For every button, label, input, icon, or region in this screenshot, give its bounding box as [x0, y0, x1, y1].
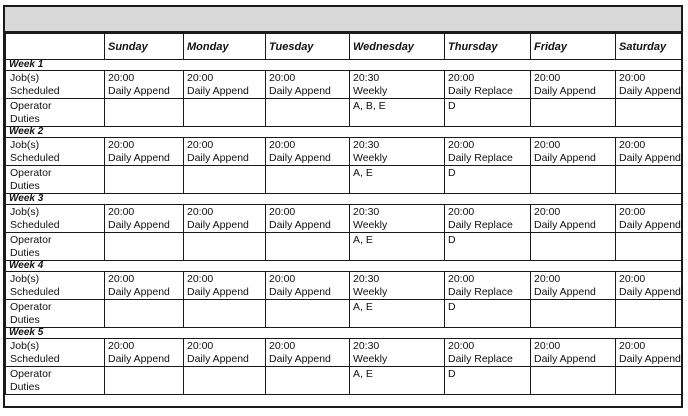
job-cell — [266, 272, 350, 300]
job-type: Daily Replace — [448, 285, 513, 298]
job-cell — [531, 272, 616, 300]
duty-cell — [445, 166, 531, 194]
job-cell — [105, 138, 184, 166]
week-label-row — [6, 194, 682, 205]
job-cell — [616, 138, 682, 166]
job-type: Daily Append — [534, 218, 596, 231]
job-time: 20:30 — [353, 340, 380, 352]
header-row — [6, 34, 682, 60]
row-label-text: Job(s) — [10, 340, 40, 352]
job-time: 20:00 — [619, 139, 646, 151]
schedule-body — [6, 60, 682, 395]
job-time: 20:00 — [619, 340, 646, 352]
job-cell — [531, 339, 616, 367]
job-cell — [266, 138, 350, 166]
job-type: Daily Append — [108, 218, 170, 231]
job-time: 20:00 — [108, 273, 135, 285]
jobs-scheduled-row — [6, 272, 682, 300]
operator-duties-row — [6, 166, 682, 194]
job-type: Daily Append — [108, 352, 170, 365]
duty-cell — [350, 367, 445, 395]
job-cell — [184, 71, 266, 99]
row-label-text: Duties — [10, 246, 40, 259]
duty-cell — [105, 99, 184, 127]
duty-codes: D — [448, 368, 456, 380]
job-type: Daily Replace — [448, 84, 513, 97]
job-cell — [531, 138, 616, 166]
job-time: 20:00 — [534, 273, 561, 285]
week-label-filler — [105, 328, 682, 339]
row-label-text: Job(s) — [10, 72, 40, 84]
duty-cell — [531, 300, 616, 328]
jobs-scheduled-label — [6, 205, 105, 233]
job-time: 20:00 — [108, 139, 135, 151]
job-time: 20:30 — [353, 273, 380, 285]
row-label-text: Scheduled — [10, 151, 60, 164]
job-time: 20:00 — [187, 340, 214, 352]
duty-cell — [616, 99, 682, 127]
job-type: Daily Append — [108, 285, 170, 298]
job-cell — [105, 272, 184, 300]
job-type: Daily Append — [269, 352, 331, 365]
duty-cell — [445, 300, 531, 328]
duty-cell — [184, 300, 266, 328]
job-cell — [445, 205, 531, 233]
job-time: 20:00 — [534, 139, 561, 151]
job-type: Daily Append — [619, 352, 681, 365]
duty-cell — [105, 367, 184, 395]
duty-codes: D — [448, 167, 456, 179]
job-type: Weekly — [353, 218, 388, 231]
job-time: 20:00 — [448, 139, 475, 151]
duty-cell — [266, 367, 350, 395]
duty-cell — [266, 233, 350, 261]
duty-cell — [616, 166, 682, 194]
job-time: 20:00 — [187, 72, 214, 84]
duty-cell — [105, 233, 184, 261]
row-label-text: Job(s) — [10, 139, 40, 151]
job-time: 20:00 — [534, 340, 561, 352]
row-label-text: Duties — [10, 313, 40, 326]
jobs-scheduled-label — [6, 138, 105, 166]
day-header: Monday — [184, 34, 266, 60]
week-label: Week 4 — [6, 261, 105, 272]
job-type: Daily Append — [187, 151, 249, 164]
job-type: Daily Append — [534, 84, 596, 97]
job-cell — [616, 339, 682, 367]
job-cell — [350, 272, 445, 300]
duty-cell — [531, 367, 616, 395]
row-label-text: Operator — [10, 234, 52, 246]
job-cell — [616, 71, 682, 99]
job-time: 20:00 — [108, 340, 135, 352]
job-type: Daily Append — [187, 218, 249, 231]
job-time: 20:00 — [619, 273, 646, 285]
job-time: 20:00 — [269, 340, 296, 352]
job-time: 20:00 — [269, 273, 296, 285]
duty-codes: A, E — [353, 234, 373, 246]
job-time: 20:00 — [187, 139, 214, 151]
week-label-row — [6, 261, 682, 272]
job-time: 20:00 — [619, 206, 646, 218]
job-cell — [105, 205, 184, 233]
duty-codes: A, E — [353, 368, 373, 380]
week-label-filler — [105, 261, 682, 272]
job-type: Daily Append — [108, 151, 170, 164]
duty-cell — [184, 99, 266, 127]
operator-duties-row — [6, 233, 682, 261]
job-time: 20:00 — [187, 273, 214, 285]
job-type: Daily Append — [534, 352, 596, 365]
duty-cell — [350, 300, 445, 328]
job-type: Daily Replace — [448, 352, 513, 365]
job-time: 20:00 — [269, 139, 296, 151]
job-time: 20:00 — [534, 72, 561, 84]
jobs-scheduled-label — [6, 272, 105, 300]
job-type: Daily Replace — [448, 151, 513, 164]
duty-cell — [350, 166, 445, 194]
week-label-row — [6, 127, 682, 138]
job-cell — [350, 205, 445, 233]
job-type: Daily Append — [619, 84, 681, 97]
job-cell — [445, 339, 531, 367]
duty-cell — [616, 367, 682, 395]
operator-duties-label — [6, 367, 105, 395]
jobs-scheduled-row — [6, 205, 682, 233]
duty-cell — [266, 166, 350, 194]
job-cell — [184, 339, 266, 367]
job-cell — [350, 71, 445, 99]
job-type: Daily Append — [269, 84, 331, 97]
operator-duties-row — [6, 367, 682, 395]
operator-duties-label — [6, 300, 105, 328]
duty-cell — [184, 367, 266, 395]
job-time: 20:30 — [353, 139, 380, 151]
week-label-row — [6, 60, 682, 71]
job-time: 20:30 — [353, 72, 380, 84]
day-header: Sunday — [105, 34, 184, 60]
job-cell — [616, 205, 682, 233]
job-cell — [184, 272, 266, 300]
day-header: Tuesday — [266, 34, 350, 60]
duty-codes: A, E — [353, 167, 373, 179]
week-label: Week 3 — [6, 194, 105, 205]
week-label-filler — [105, 194, 682, 205]
operator-duties-label — [6, 233, 105, 261]
job-type: Weekly — [353, 84, 388, 97]
job-time: 20:00 — [534, 206, 561, 218]
job-time: 20:00 — [108, 72, 135, 84]
week-label: Week 2 — [6, 127, 105, 138]
operator-duties-row — [6, 99, 682, 127]
row-label-text: Job(s) — [10, 273, 40, 285]
jobs-scheduled-label — [6, 339, 105, 367]
operator-duties-label — [6, 166, 105, 194]
row-label-text: Operator — [10, 100, 52, 112]
duty-cell — [184, 233, 266, 261]
week-label-filler — [105, 127, 682, 138]
job-cell — [266, 205, 350, 233]
job-type: Daily Append — [619, 285, 681, 298]
duty-cell — [266, 99, 350, 127]
job-cell — [445, 272, 531, 300]
duty-cell — [105, 166, 184, 194]
job-type: Weekly — [353, 151, 388, 164]
job-type: Daily Replace — [448, 218, 513, 231]
duty-codes: D — [448, 100, 456, 112]
duty-cell — [350, 99, 445, 127]
jobs-scheduled-row — [6, 138, 682, 166]
duty-cell — [531, 99, 616, 127]
row-label-text: Operator — [10, 167, 52, 179]
duty-codes: A, B, E — [353, 100, 386, 112]
job-type: Daily Append — [269, 285, 331, 298]
row-label-text: Scheduled — [10, 352, 60, 365]
job-cell — [531, 205, 616, 233]
job-time: 20:00 — [269, 72, 296, 84]
job-time: 20:00 — [448, 206, 475, 218]
job-type: Daily Append — [269, 151, 331, 164]
row-label-text: Operator — [10, 368, 52, 380]
job-type: Daily Append — [187, 285, 249, 298]
job-cell — [266, 71, 350, 99]
job-cell — [105, 71, 184, 99]
job-time: 20:00 — [187, 206, 214, 218]
day-header: Friday — [531, 34, 616, 60]
duty-cell — [531, 166, 616, 194]
week-label-row — [6, 328, 682, 339]
job-cell — [184, 205, 266, 233]
duty-codes: A, E — [353, 301, 373, 313]
job-type: Daily Append — [108, 84, 170, 97]
job-time: 20:00 — [619, 72, 646, 84]
jobs-scheduled-row — [6, 339, 682, 367]
job-time: 20:00 — [448, 273, 475, 285]
job-type: Daily Append — [619, 151, 681, 164]
duty-cell — [445, 367, 531, 395]
row-label-text: Job(s) — [10, 206, 40, 218]
job-time: 20:00 — [448, 72, 475, 84]
job-cell — [184, 138, 266, 166]
week-label-filler — [105, 60, 682, 71]
job-cell — [266, 339, 350, 367]
duty-cell — [266, 300, 350, 328]
title-banner — [5, 7, 681, 33]
job-cell — [445, 71, 531, 99]
duty-cell — [445, 99, 531, 127]
job-cell — [531, 71, 616, 99]
job-type: Weekly — [353, 352, 388, 365]
day-header: Thursday — [445, 34, 531, 60]
row-label-text: Scheduled — [10, 218, 60, 231]
operator-duties-label — [6, 99, 105, 127]
row-label-text: Scheduled — [10, 84, 60, 97]
schedule-table — [5, 33, 682, 395]
job-time: 20:00 — [269, 206, 296, 218]
corner-cell — [6, 34, 105, 60]
job-time: 20:30 — [353, 206, 380, 218]
operator-duties-row — [6, 300, 682, 328]
job-type: Daily Append — [269, 218, 331, 231]
row-label-text: Duties — [10, 179, 40, 192]
row-label-text: Duties — [10, 380, 40, 393]
duty-cell — [616, 233, 682, 261]
duty-codes: D — [448, 301, 456, 313]
row-label-text: Operator — [10, 301, 52, 313]
row-label-text: Scheduled — [10, 285, 60, 298]
duty-codes: D — [448, 234, 456, 246]
job-type: Daily Append — [534, 285, 596, 298]
duty-cell — [184, 166, 266, 194]
day-header: Saturday — [616, 34, 682, 60]
job-cell — [445, 138, 531, 166]
duty-cell — [616, 300, 682, 328]
job-type: Daily Append — [187, 352, 249, 365]
duty-cell — [531, 233, 616, 261]
job-time: 20:00 — [448, 340, 475, 352]
job-cell — [350, 339, 445, 367]
day-header: Wednesday — [350, 34, 445, 60]
row-label-text: Duties — [10, 112, 40, 125]
jobs-scheduled-label — [6, 71, 105, 99]
job-cell — [105, 339, 184, 367]
jobs-scheduled-row — [6, 71, 682, 99]
job-cell — [616, 272, 682, 300]
schedule-sheet — [3, 5, 683, 408]
job-type: Weekly — [353, 285, 388, 298]
job-type: Daily Append — [534, 151, 596, 164]
job-type: Daily Append — [619, 218, 681, 231]
week-label: Week 1 — [6, 60, 105, 71]
job-cell — [350, 138, 445, 166]
duty-cell — [445, 233, 531, 261]
job-time: 20:00 — [108, 206, 135, 218]
duty-cell — [105, 300, 184, 328]
duty-cell — [350, 233, 445, 261]
job-type: Daily Append — [187, 84, 249, 97]
week-label: Week 5 — [6, 328, 105, 339]
